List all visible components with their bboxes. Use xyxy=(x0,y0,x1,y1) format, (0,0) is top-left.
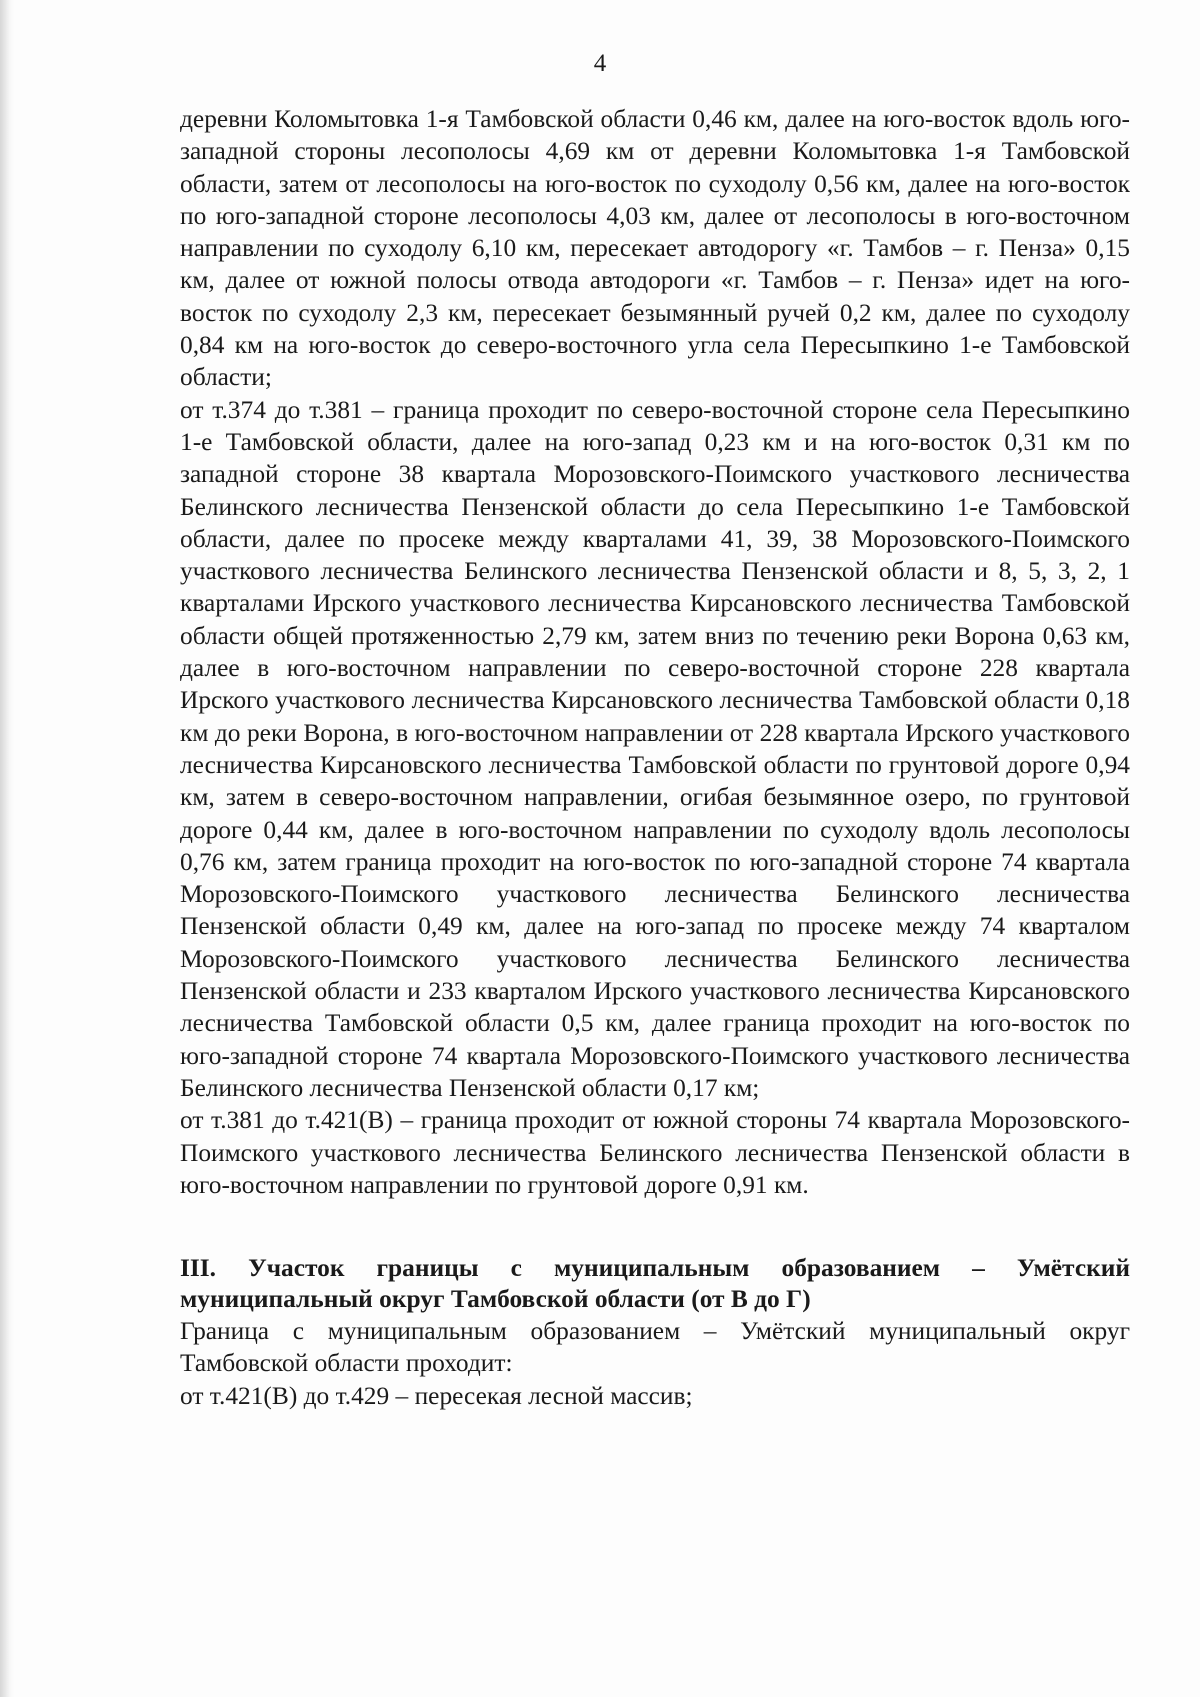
section-heading: III. Участок границы с муниципальным образованием – Умётский муниципальный округ Тамбовской области (от В до Г) xyxy=(180,1254,1130,1314)
paragraph-segment-381-421: от т.381 до т.421(В) – граница проходит от южной стороны 74 квартала Морозовского-Поимского участкового лесничества Белинского лесничества Пензенской области в юго-восточном направлении по грунтовой дороге 0,91 км. xyxy=(180,1106,1130,1199)
page-number: 4 xyxy=(593,50,607,77)
section-intro-paragraph: Граница с муниципальным образованием – Умётский муниципальный округ Тамбовской области проходит: xyxy=(180,1317,1130,1378)
paragraph-segment-421-429: от т.421(В) до т.429 – пересекая лесной массив; xyxy=(180,1381,693,1410)
document-body xyxy=(180,103,1130,1412)
scan-edge-shadow xyxy=(0,0,14,1697)
paragraph-segment-374-381: от т.374 до т.381 – граница проходит по северо-восточной стороне села Пересыпкино 1-е Тамбовской области, далее на юго-запад 0,23 км и на юго-восток 0,31 км по западной стороне 38 квартала Морозовского-Поимского участкового лесничества Белинского лесничества Пензенской области до села Пересыпкино 1-е Тамбовской области, далее по просеке между кварталами 41, 39, 38 Морозовского-Поимского участкового лесничества Белинского лесничества Пензенской области и 8, 5, 3, 2, 1 кварталами Ирского участкового лесничества Кирсановского лесничества Тамбовской области общей протяженностью 2,79 км, затем вниз по течению реки Ворона 0,63 км, далее в юго-восточном направлении по северо-восточной стороне 228 квартала Ирского участкового лесничества Кирсановского лесничества Тамбовской области 0,18 км до реки Ворона, в юго-восточном направлении от 228 квартала Ирского участкового лесничества Кирсановского лесничества Тамбовской области по грунтовой дороге 0,94 км, затем в северо-восточном направлении, огибая безымянное озеро, по грунтовой дороге 0,44 км, далее в юго-восточном направлении по суходолу вдоль лесополосы 0,76 км, затем граница проходит на юго-восток по юго-западной стороне 74 квартала Морозовского-Поимского участкового лесничества Белинского лесничества Пензенской области 0,49 км, далее на юго-запад по просеке между 74 кварталом Морозовского-Поимского участкового лесничества Белинского лесничества Пензенской области и 233 кварталом Ирского участкового лесничества Кирсановского лесничества Тамбовской области 0,5 км, далее граница проходит на юго-восток по юго-западной стороне 74 квартала Морозовского-Поимского участкового лесничества Белинского лесничества Пензенской области 0,17 км; xyxy=(180,395,1130,1102)
paragraph-continuation: деревни Коломытовка 1-я Тамбовской области 0,46 км, далее на юго-восток вдоль юго-западной стороны лесополосы 4,69 км от деревни Коломытовка 1-я Тамбовской области, затем от лесополосы на юго-восток по суходолу 0,56 км, далее на юго-восток по юго-западной стороне лесополосы 4,03 км, далее от лесополосы в юго-восточном направлении по суходолу 6,10 км, пересекает автодорогу «г. Тамбов – г. Пенза» 0,15 км, далее от южной полосы отвода автодороги «г. Тамбов – г. Пенза» идет на юго-восток по суходолу 2,3 км, пересекает безымянный ручей 0,2 км, далее по суходолу 0,84 км на юго-восток до северо-восточного угла села Пересыпкино 1-е Тамбовской области; xyxy=(180,105,1130,392)
